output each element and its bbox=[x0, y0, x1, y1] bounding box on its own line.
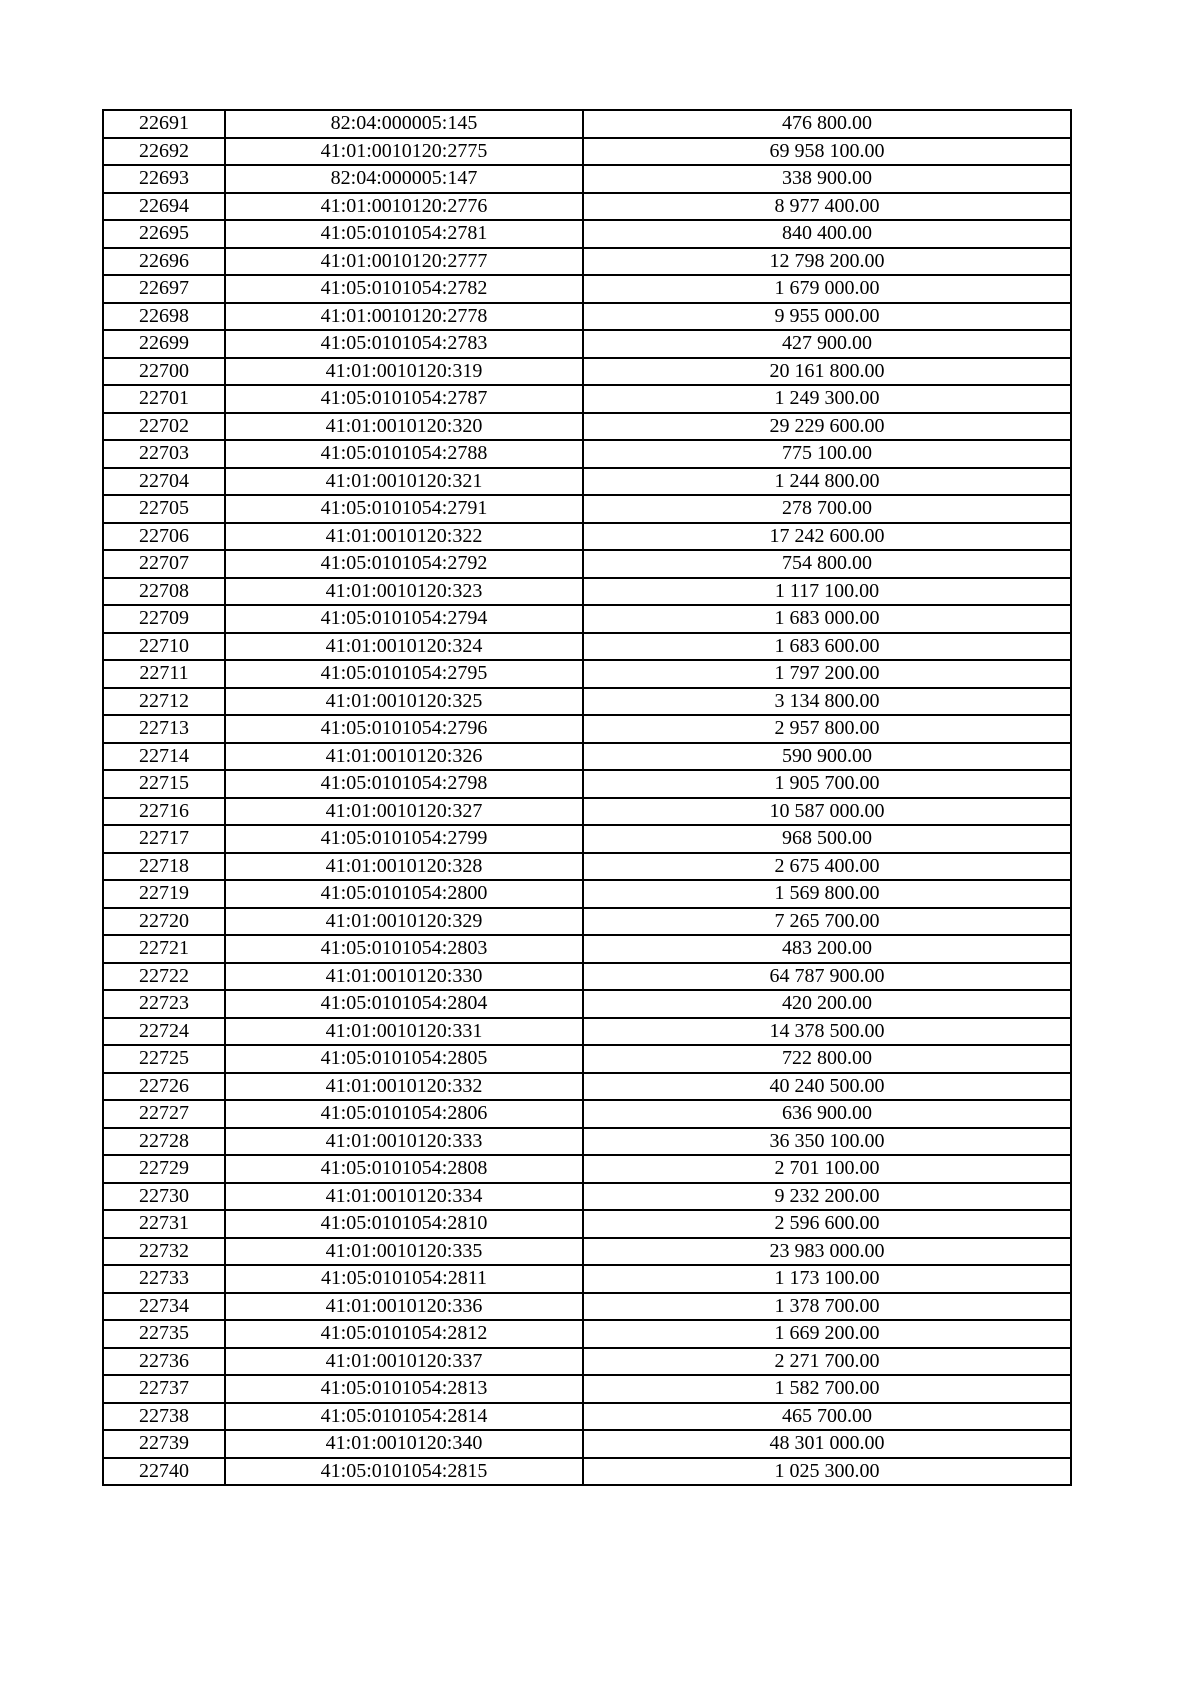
value-cell: 1 905 700.00 bbox=[583, 770, 1071, 798]
row-number-cell: 22705 bbox=[103, 495, 225, 523]
table-row bbox=[103, 1293, 1071, 1321]
value-cell: 1 025 300.00 bbox=[583, 1458, 1071, 1486]
cadastral-number-cell: 41:05:0101054:2791 bbox=[225, 495, 583, 523]
cadastral-number-cell: 41:01:0010120:329 bbox=[225, 908, 583, 936]
table-row bbox=[103, 523, 1071, 551]
cadastral-number-cell: 41:05:0101054:2814 bbox=[225, 1403, 583, 1431]
row-number-cell: 22708 bbox=[103, 578, 225, 606]
cadastral-number-cell: 41:05:0101054:2795 bbox=[225, 660, 583, 688]
table-row bbox=[103, 1045, 1071, 1073]
row-number-cell: 22697 bbox=[103, 275, 225, 303]
table-body bbox=[103, 110, 1071, 1485]
table-row bbox=[103, 1100, 1071, 1128]
cadastral-number-cell: 41:01:0010120:2778 bbox=[225, 303, 583, 331]
cadastral-number-cell: 41:05:0101054:2781 bbox=[225, 220, 583, 248]
value-cell: 14 378 500.00 bbox=[583, 1018, 1071, 1046]
cadastral-number-cell: 41:05:0101054:2803 bbox=[225, 935, 583, 963]
cadastral-number-cell: 41:05:0101054:2787 bbox=[225, 385, 583, 413]
table-row bbox=[103, 908, 1071, 936]
value-cell: 968 500.00 bbox=[583, 825, 1071, 853]
cadastral-number-cell: 41:01:0010120:323 bbox=[225, 578, 583, 606]
table-row bbox=[103, 413, 1071, 441]
table-row bbox=[103, 1210, 1071, 1238]
row-number-cell: 22696 bbox=[103, 248, 225, 276]
row-number-cell: 22725 bbox=[103, 1045, 225, 1073]
row-number-cell: 22717 bbox=[103, 825, 225, 853]
table-row bbox=[103, 165, 1071, 193]
cadastral-number-cell: 41:05:0101054:2792 bbox=[225, 550, 583, 578]
row-number-cell: 22728 bbox=[103, 1128, 225, 1156]
value-cell: 2 701 100.00 bbox=[583, 1155, 1071, 1183]
table-row bbox=[103, 330, 1071, 358]
value-cell: 754 800.00 bbox=[583, 550, 1071, 578]
table-row bbox=[103, 385, 1071, 413]
row-number-cell: 22701 bbox=[103, 385, 225, 413]
row-number-cell: 22692 bbox=[103, 138, 225, 166]
value-cell: 1 669 200.00 bbox=[583, 1320, 1071, 1348]
table-row bbox=[103, 990, 1071, 1018]
cadastral-number-cell: 41:01:0010120:2777 bbox=[225, 248, 583, 276]
cadastral-number-cell: 41:01:0010120:333 bbox=[225, 1128, 583, 1156]
row-number-cell: 22737 bbox=[103, 1375, 225, 1403]
row-number-cell: 22739 bbox=[103, 1430, 225, 1458]
table-row bbox=[103, 715, 1071, 743]
value-cell: 1 173 100.00 bbox=[583, 1265, 1071, 1293]
value-cell: 9 232 200.00 bbox=[583, 1183, 1071, 1211]
table-row bbox=[103, 1375, 1071, 1403]
value-cell: 1 249 300.00 bbox=[583, 385, 1071, 413]
cadastral-number-cell: 41:05:0101054:2783 bbox=[225, 330, 583, 358]
row-number-cell: 22735 bbox=[103, 1320, 225, 1348]
value-cell: 338 900.00 bbox=[583, 165, 1071, 193]
table-row bbox=[103, 303, 1071, 331]
cadastral-number-cell: 41:01:0010120:326 bbox=[225, 743, 583, 771]
row-number-cell: 22707 bbox=[103, 550, 225, 578]
row-number-cell: 22723 bbox=[103, 990, 225, 1018]
cadastral-number-cell: 41:05:0101054:2812 bbox=[225, 1320, 583, 1348]
row-number-cell: 22711 bbox=[103, 660, 225, 688]
cadastral-number-cell: 41:05:0101054:2794 bbox=[225, 605, 583, 633]
value-cell: 2 596 600.00 bbox=[583, 1210, 1071, 1238]
value-cell: 1 378 700.00 bbox=[583, 1293, 1071, 1321]
value-cell: 476 800.00 bbox=[583, 110, 1071, 138]
value-cell: 23 983 000.00 bbox=[583, 1238, 1071, 1266]
row-number-cell: 22714 bbox=[103, 743, 225, 771]
table-row bbox=[103, 660, 1071, 688]
value-cell: 40 240 500.00 bbox=[583, 1073, 1071, 1101]
table-row bbox=[103, 138, 1071, 166]
cadastral-number-cell: 41:05:0101054:2788 bbox=[225, 440, 583, 468]
cadastral-number-cell: 41:01:0010120:321 bbox=[225, 468, 583, 496]
table-row bbox=[103, 1183, 1071, 1211]
table-row bbox=[103, 1430, 1071, 1458]
value-cell: 1 244 800.00 bbox=[583, 468, 1071, 496]
value-cell: 420 200.00 bbox=[583, 990, 1071, 1018]
table-row bbox=[103, 1265, 1071, 1293]
cadastral-number-cell: 41:05:0101054:2811 bbox=[225, 1265, 583, 1293]
cadastral-number-cell: 41:01:0010120:337 bbox=[225, 1348, 583, 1376]
cadastral-number-cell: 41:01:0010120:334 bbox=[225, 1183, 583, 1211]
cadastral-number-cell: 82:04:000005:145 bbox=[225, 110, 583, 138]
row-number-cell: 22740 bbox=[103, 1458, 225, 1486]
table-row bbox=[103, 1238, 1071, 1266]
value-cell: 1 683 000.00 bbox=[583, 605, 1071, 633]
cadastral-number-cell: 41:05:0101054:2804 bbox=[225, 990, 583, 1018]
row-number-cell: 22732 bbox=[103, 1238, 225, 1266]
row-number-cell: 22699 bbox=[103, 330, 225, 358]
row-number-cell: 22726 bbox=[103, 1073, 225, 1101]
table-row bbox=[103, 468, 1071, 496]
cadastral-number-cell: 41:01:0010120:322 bbox=[225, 523, 583, 551]
value-cell: 1 117 100.00 bbox=[583, 578, 1071, 606]
cadastral-number-cell: 41:01:0010120:332 bbox=[225, 1073, 583, 1101]
table-row bbox=[103, 688, 1071, 716]
table-row bbox=[103, 963, 1071, 991]
row-number-cell: 22716 bbox=[103, 798, 225, 826]
row-number-cell: 22730 bbox=[103, 1183, 225, 1211]
cadastral-number-cell: 41:01:0010120:320 bbox=[225, 413, 583, 441]
cadastral-number-cell: 41:05:0101054:2815 bbox=[225, 1458, 583, 1486]
row-number-cell: 22715 bbox=[103, 770, 225, 798]
cadastral-number-cell: 41:05:0101054:2798 bbox=[225, 770, 583, 798]
value-cell: 29 229 600.00 bbox=[583, 413, 1071, 441]
cadastral-number-cell: 41:01:0010120:340 bbox=[225, 1430, 583, 1458]
table-row bbox=[103, 743, 1071, 771]
table-row bbox=[103, 1155, 1071, 1183]
row-number-cell: 22718 bbox=[103, 853, 225, 881]
cadastral-number-cell: 41:01:0010120:328 bbox=[225, 853, 583, 881]
value-cell: 64 787 900.00 bbox=[583, 963, 1071, 991]
value-cell: 2 271 700.00 bbox=[583, 1348, 1071, 1376]
table-row bbox=[103, 358, 1071, 386]
document-page bbox=[102, 109, 1070, 1486]
cadastral-number-cell: 41:01:0010120:2775 bbox=[225, 138, 583, 166]
cadastral-number-cell: 41:05:0101054:2799 bbox=[225, 825, 583, 853]
row-number-cell: 22703 bbox=[103, 440, 225, 468]
row-number-cell: 22709 bbox=[103, 605, 225, 633]
row-number-cell: 22721 bbox=[103, 935, 225, 963]
value-cell: 1 679 000.00 bbox=[583, 275, 1071, 303]
cadastral-number-cell: 41:05:0101054:2806 bbox=[225, 1100, 583, 1128]
value-cell: 278 700.00 bbox=[583, 495, 1071, 523]
table-row bbox=[103, 853, 1071, 881]
value-cell: 2 675 400.00 bbox=[583, 853, 1071, 881]
row-number-cell: 22736 bbox=[103, 1348, 225, 1376]
row-number-cell: 22693 bbox=[103, 165, 225, 193]
cadastral-number-cell: 41:01:0010120:2776 bbox=[225, 193, 583, 221]
table-row bbox=[103, 275, 1071, 303]
table-row bbox=[103, 1073, 1071, 1101]
cadastral-number-cell: 82:04:000005:147 bbox=[225, 165, 583, 193]
cadastral-number-cell: 41:05:0101054:2808 bbox=[225, 1155, 583, 1183]
row-number-cell: 22727 bbox=[103, 1100, 225, 1128]
value-cell: 1 683 600.00 bbox=[583, 633, 1071, 661]
cadastral-number-cell: 41:01:0010120:324 bbox=[225, 633, 583, 661]
cadastral-number-cell: 41:05:0101054:2796 bbox=[225, 715, 583, 743]
table-row bbox=[103, 578, 1071, 606]
value-cell: 1 569 800.00 bbox=[583, 880, 1071, 908]
row-number-cell: 22738 bbox=[103, 1403, 225, 1431]
table-row bbox=[103, 1458, 1071, 1486]
table-row bbox=[103, 1128, 1071, 1156]
cadastral-number-cell: 41:05:0101054:2810 bbox=[225, 1210, 583, 1238]
value-cell: 427 900.00 bbox=[583, 330, 1071, 358]
row-number-cell: 22720 bbox=[103, 908, 225, 936]
row-number-cell: 22731 bbox=[103, 1210, 225, 1238]
value-cell: 17 242 600.00 bbox=[583, 523, 1071, 551]
row-number-cell: 22695 bbox=[103, 220, 225, 248]
value-cell: 48 301 000.00 bbox=[583, 1430, 1071, 1458]
value-cell: 69 958 100.00 bbox=[583, 138, 1071, 166]
row-number-cell: 22734 bbox=[103, 1293, 225, 1321]
cadastral-number-cell: 41:05:0101054:2800 bbox=[225, 880, 583, 908]
table-row bbox=[103, 798, 1071, 826]
value-cell: 12 798 200.00 bbox=[583, 248, 1071, 276]
value-cell: 36 350 100.00 bbox=[583, 1128, 1071, 1156]
table-row bbox=[103, 110, 1071, 138]
value-cell: 840 400.00 bbox=[583, 220, 1071, 248]
table-row bbox=[103, 550, 1071, 578]
table-row bbox=[103, 1403, 1071, 1431]
value-cell: 636 900.00 bbox=[583, 1100, 1071, 1128]
value-cell: 1 582 700.00 bbox=[583, 1375, 1071, 1403]
cadastral-number-cell: 41:05:0101054:2805 bbox=[225, 1045, 583, 1073]
table-row bbox=[103, 495, 1071, 523]
table-row bbox=[103, 880, 1071, 908]
table-row bbox=[103, 1320, 1071, 1348]
table-row bbox=[103, 440, 1071, 468]
row-number-cell: 22710 bbox=[103, 633, 225, 661]
row-number-cell: 22722 bbox=[103, 963, 225, 991]
cadastral-number-cell: 41:05:0101054:2813 bbox=[225, 1375, 583, 1403]
value-cell: 7 265 700.00 bbox=[583, 908, 1071, 936]
row-number-cell: 22704 bbox=[103, 468, 225, 496]
value-cell: 8 977 400.00 bbox=[583, 193, 1071, 221]
table-row bbox=[103, 193, 1071, 221]
row-number-cell: 22729 bbox=[103, 1155, 225, 1183]
table-row bbox=[103, 1018, 1071, 1046]
cadastral-number-cell: 41:01:0010120:325 bbox=[225, 688, 583, 716]
table-row bbox=[103, 248, 1071, 276]
value-cell: 465 700.00 bbox=[583, 1403, 1071, 1431]
value-cell: 1 797 200.00 bbox=[583, 660, 1071, 688]
row-number-cell: 22713 bbox=[103, 715, 225, 743]
value-cell: 590 900.00 bbox=[583, 743, 1071, 771]
row-number-cell: 22733 bbox=[103, 1265, 225, 1293]
cadastral-number-cell: 41:05:0101054:2782 bbox=[225, 275, 583, 303]
table-row bbox=[103, 770, 1071, 798]
row-number-cell: 22712 bbox=[103, 688, 225, 716]
row-number-cell: 22698 bbox=[103, 303, 225, 331]
value-cell: 2 957 800.00 bbox=[583, 715, 1071, 743]
table-row bbox=[103, 935, 1071, 963]
value-cell: 20 161 800.00 bbox=[583, 358, 1071, 386]
value-cell: 10 587 000.00 bbox=[583, 798, 1071, 826]
table-row bbox=[103, 605, 1071, 633]
cadastral-number-cell: 41:01:0010120:336 bbox=[225, 1293, 583, 1321]
cadastral-number-cell: 41:01:0010120:330 bbox=[225, 963, 583, 991]
row-number-cell: 22724 bbox=[103, 1018, 225, 1046]
cadastral-number-cell: 41:01:0010120:327 bbox=[225, 798, 583, 826]
row-number-cell: 22691 bbox=[103, 110, 225, 138]
row-number-cell: 22719 bbox=[103, 880, 225, 908]
value-cell: 483 200.00 bbox=[583, 935, 1071, 963]
table-row bbox=[103, 220, 1071, 248]
value-cell: 775 100.00 bbox=[583, 440, 1071, 468]
cadastral-number-cell: 41:01:0010120:331 bbox=[225, 1018, 583, 1046]
value-cell: 722 800.00 bbox=[583, 1045, 1071, 1073]
row-number-cell: 22700 bbox=[103, 358, 225, 386]
table-row bbox=[103, 825, 1071, 853]
row-number-cell: 22702 bbox=[103, 413, 225, 441]
cadastral-number-cell: 41:01:0010120:335 bbox=[225, 1238, 583, 1266]
row-number-cell: 22694 bbox=[103, 193, 225, 221]
row-number-cell: 22706 bbox=[103, 523, 225, 551]
value-cell: 9 955 000.00 bbox=[583, 303, 1071, 331]
cadastral-value-table bbox=[102, 109, 1072, 1486]
table-row bbox=[103, 633, 1071, 661]
value-cell: 3 134 800.00 bbox=[583, 688, 1071, 716]
cadastral-number-cell: 41:01:0010120:319 bbox=[225, 358, 583, 386]
table-row bbox=[103, 1348, 1071, 1376]
